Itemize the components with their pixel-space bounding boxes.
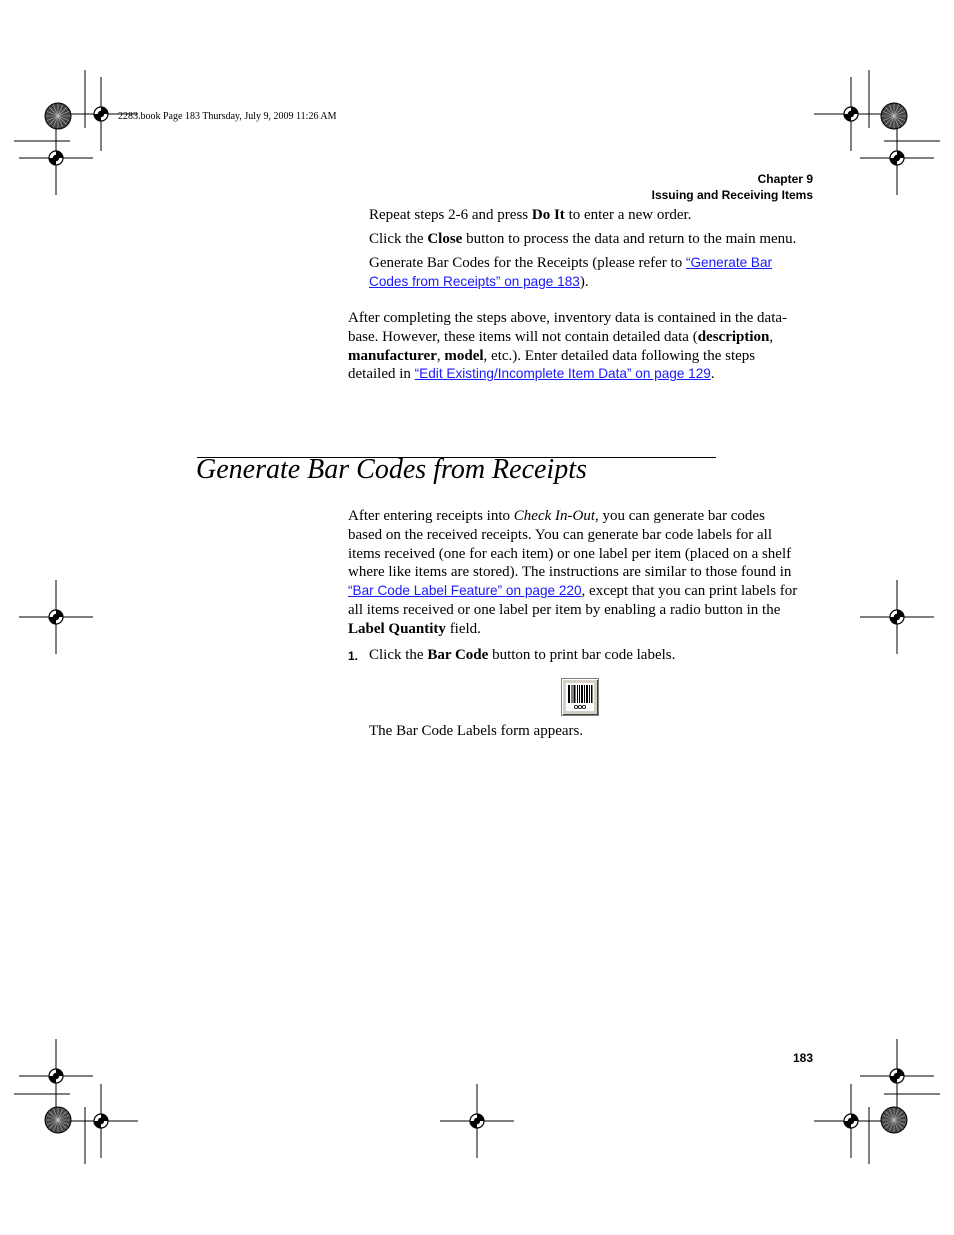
- text: After completing the steps above, inventory data is contained in the data-: [348, 310, 788, 326]
- text: based on the received receipts. You can generate bar code labels for all: [348, 526, 772, 543]
- field-model: model: [444, 347, 484, 364]
- link-generate-bar-codes-cont[interactable]: Codes from Receipts” on page 183: [369, 273, 580, 289]
- star-target: [45, 1107, 71, 1133]
- running-header-chapter: Chapter 9: [757, 172, 813, 186]
- step-close: [369, 230, 796, 249]
- registration-mark: [440, 1084, 514, 1158]
- link-generate-bar-codes[interactable]: “Generate Bar: [685, 255, 773, 270]
- registration-mark: [860, 1039, 934, 1113]
- text: where like items are stored). The instructions are similar to those found in: [348, 564, 792, 581]
- text: ,: [436, 347, 445, 364]
- text: ).: [579, 273, 589, 290]
- paragraph-inventory: [348, 309, 787, 384]
- barcode-icon: [562, 679, 598, 715]
- text: ,: [769, 328, 774, 345]
- registration-mark: [814, 1084, 888, 1158]
- text: items received (one for each item) or one label per item (placed on a shelf: [348, 545, 792, 562]
- field-label-quantity: Label Quantity: [348, 620, 446, 637]
- form-appears-text: The Bar Code Labels form appears.: [369, 723, 584, 739]
- star-target: [881, 103, 907, 129]
- registration-mark: [19, 121, 93, 195]
- star-target: [45, 103, 71, 129]
- step-bar-code: [369, 646, 675, 665]
- text: all items received or one label per item by enabling a radio button in the: [348, 601, 781, 618]
- page-number: 183: [792, 1051, 813, 1065]
- registration-mark: [19, 1039, 93, 1113]
- text: , you can generate bar codes: [595, 508, 765, 524]
- ui-term-close: Close: [427, 231, 463, 247]
- text: Click the: [369, 231, 428, 247]
- registration-mark: [860, 121, 934, 195]
- step-repeat: [369, 206, 691, 225]
- step-number: 1.: [348, 649, 359, 663]
- star-target: [881, 1107, 907, 1133]
- text: button to print bar code labels.: [488, 647, 676, 663]
- text: Repeat steps 2-6 and press: [369, 207, 532, 223]
- text: After entering receipts into: [348, 508, 514, 524]
- registration-mark: [814, 77, 888, 151]
- print-slug: 2283.book Page 183 Thursday, July 9, 2009 11:26 AM: [118, 111, 337, 122]
- text: base. However, these items will not contain detailed data (: [348, 328, 698, 345]
- text: field.: [445, 620, 481, 637]
- running-header-title: Issuing and Receiving Items: [651, 188, 813, 202]
- link-edit-item-data[interactable]: “Edit Existing/Incomplete Item Data” on page 129: [414, 366, 711, 382]
- registration-mark: [64, 1084, 138, 1158]
- text: Click the: [369, 647, 428, 663]
- text: Generate Bar Codes for the Receipts (please refer to: [369, 255, 686, 271]
- text: to enter a new order.: [564, 207, 692, 223]
- step-generate: [369, 254, 772, 292]
- ui-term-do-it: Do It: [531, 207, 565, 223]
- field-manufacturer: manufacturer: [348, 347, 437, 364]
- text: .: [710, 366, 715, 383]
- section-heading: Generate Bar Codes from Receipts: [196, 454, 587, 485]
- ui-term-bar-code: Bar Code: [427, 647, 489, 663]
- app-name-check-in-out: Check In-Out: [513, 508, 595, 524]
- registration-mark: [19, 580, 93, 654]
- text: button to process the data and return to the main menu.: [462, 231, 797, 247]
- link-bar-code-label-feature[interactable]: “Bar Code Label Feature” on page 220: [348, 583, 582, 599]
- bar-code-button[interactable]: [561, 678, 599, 716]
- registration-mark: [860, 580, 934, 654]
- field-description: description: [697, 328, 770, 345]
- paragraph-bar-codes: [348, 507, 797, 639]
- text: detailed in: [348, 366, 415, 383]
- text: , etc.). Enter detailed data following the steps: [483, 347, 756, 364]
- text: , except that you can print labels for: [581, 583, 798, 600]
